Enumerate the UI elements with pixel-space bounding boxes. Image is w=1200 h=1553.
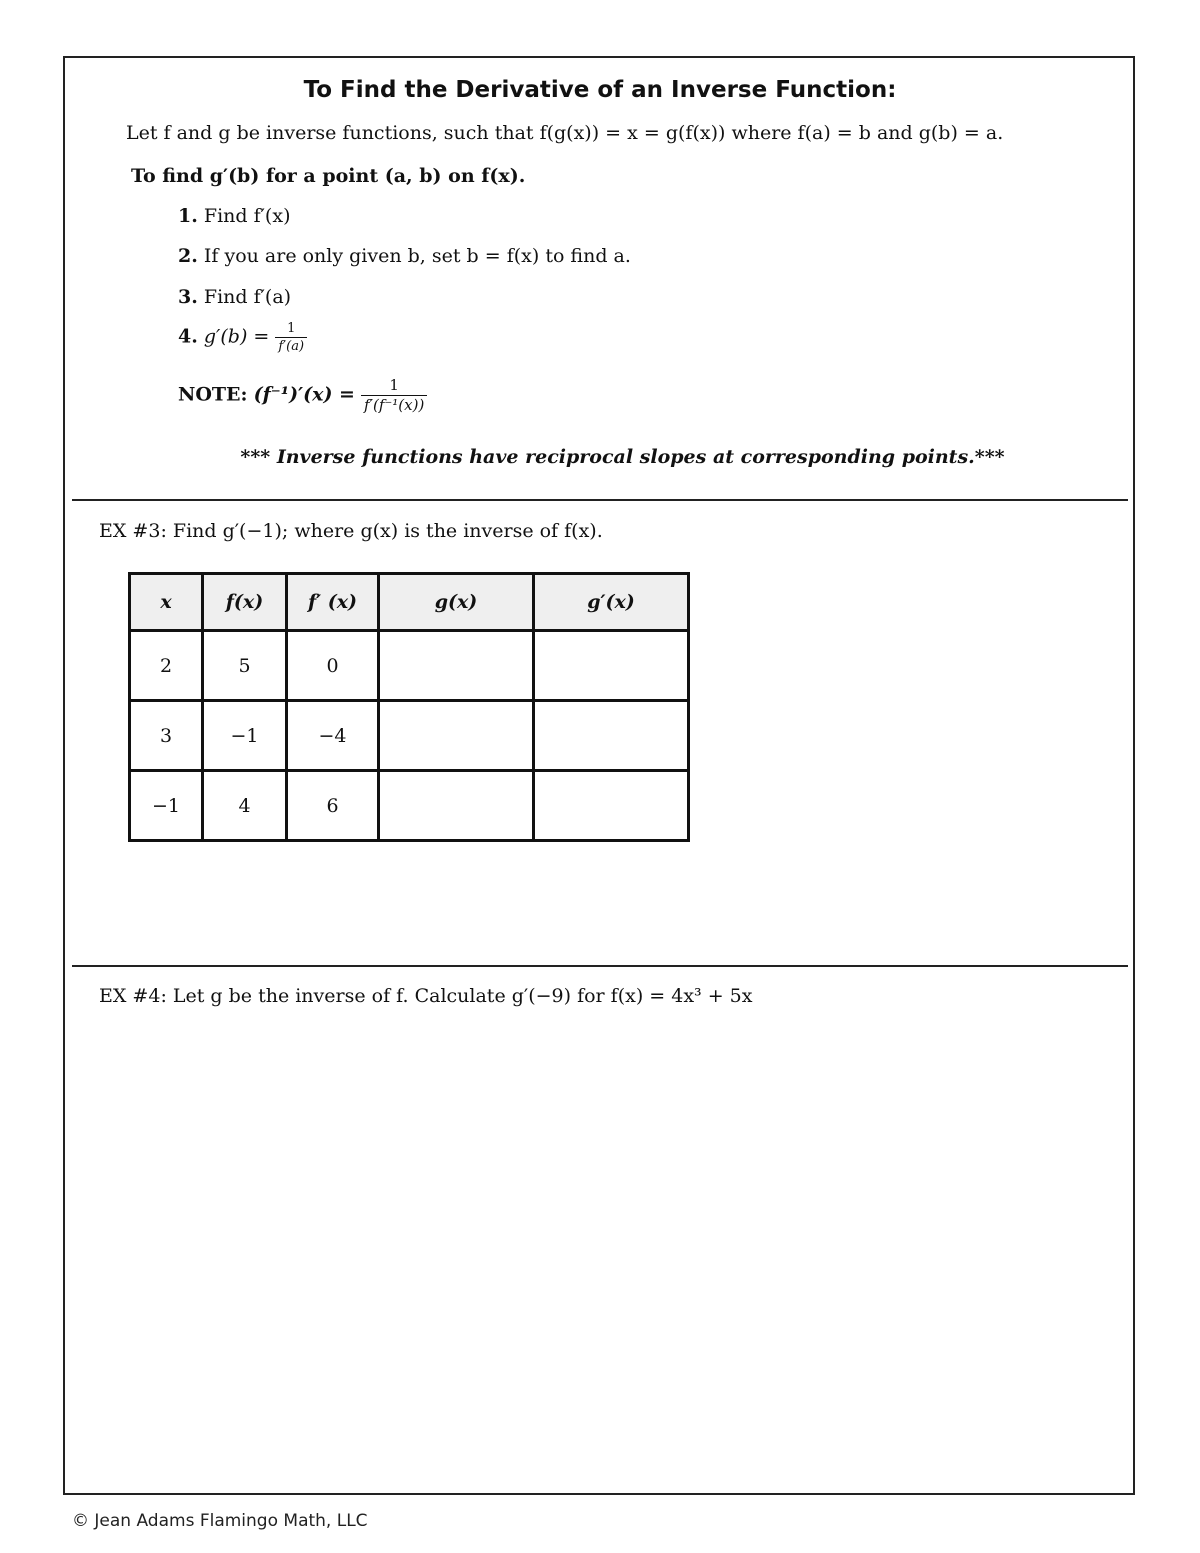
step-number: 4. bbox=[178, 325, 198, 348]
cell-fprime: 6 bbox=[287, 771, 379, 841]
step-1 bbox=[178, 205, 290, 227]
header-fx: f(x) bbox=[203, 574, 287, 631]
section-divider bbox=[72, 499, 1128, 501]
cell-gx[interactable] bbox=[379, 771, 534, 841]
step-text: Find f′(x) bbox=[203, 205, 291, 227]
note-fraction bbox=[361, 378, 427, 413]
cell-fprime: −4 bbox=[287, 701, 379, 771]
cell-fx: 5 bbox=[203, 631, 287, 701]
cell-gx[interactable] bbox=[379, 631, 534, 701]
step-3 bbox=[178, 286, 291, 308]
definition-text: Let f and g be inverse functions, such that f(g(x)) = x = g(f(x)) where f(a) = b and g(b) = a. bbox=[126, 122, 1004, 144]
cell-gx[interactable] bbox=[379, 701, 534, 771]
note-expression: (f⁻¹)′(x) = bbox=[253, 383, 355, 406]
cell-x: 3 bbox=[130, 701, 203, 771]
step-number: 3. bbox=[178, 286, 198, 308]
step-number: 2. bbox=[178, 245, 198, 267]
task-text: To find g′(b) for a point (a, b) on f(x). bbox=[131, 165, 526, 187]
header-gprime: g′(x) bbox=[534, 574, 689, 631]
ex3-table bbox=[128, 572, 690, 842]
table-row bbox=[130, 701, 689, 771]
cell-fx: −1 bbox=[203, 701, 287, 771]
fraction-numerator: 1 bbox=[275, 322, 307, 338]
cell-gprime[interactable] bbox=[534, 631, 689, 701]
fraction-denominator: f′(a) bbox=[278, 339, 305, 354]
step-4-fraction bbox=[275, 322, 307, 353]
step-2 bbox=[178, 245, 631, 267]
header-fprime: f′ (x) bbox=[287, 574, 379, 631]
step-text: Find f′(a) bbox=[203, 286, 292, 308]
step-text: g′(b) = bbox=[203, 325, 270, 348]
cell-x: 2 bbox=[130, 631, 203, 701]
step-text: If you are only given b, set b = f(x) to find a. bbox=[203, 245, 631, 267]
callout-text: *** Inverse functions have reciprocal slopes at corresponding points.*** bbox=[240, 446, 1005, 468]
fraction-numerator: 1 bbox=[361, 378, 427, 396]
cell-fprime: 0 bbox=[287, 631, 379, 701]
note-line bbox=[178, 378, 427, 413]
ex4-prompt: EX #4: Let g be the inverse of f. Calculate g′(−9) for f(x) = 4x³ + 5x bbox=[99, 985, 753, 1007]
ex3-prompt: EX #3: Find g′(−1); where g(x) is the inverse of f(x). bbox=[99, 520, 603, 542]
header-x: x bbox=[130, 574, 203, 631]
header-gx: g(x) bbox=[379, 574, 534, 631]
cell-fx: 4 bbox=[203, 771, 287, 841]
step-4 bbox=[178, 322, 307, 353]
cell-gprime[interactable] bbox=[534, 701, 689, 771]
section-divider bbox=[72, 965, 1128, 967]
copyright-footer: © Jean Adams Flamingo Math, LLC bbox=[72, 1511, 368, 1531]
fraction-denominator: f′(f⁻¹(x)) bbox=[364, 396, 425, 414]
cell-gprime[interactable] bbox=[534, 771, 689, 841]
page-title: To Find the Derivative of an Inverse Function: bbox=[303, 77, 897, 103]
table-row bbox=[130, 771, 689, 841]
step-number: 1. bbox=[178, 205, 198, 227]
note-label: NOTE: bbox=[178, 383, 248, 406]
cell-x: −1 bbox=[130, 771, 203, 841]
table-header-row bbox=[130, 574, 689, 631]
table-row bbox=[130, 631, 689, 701]
